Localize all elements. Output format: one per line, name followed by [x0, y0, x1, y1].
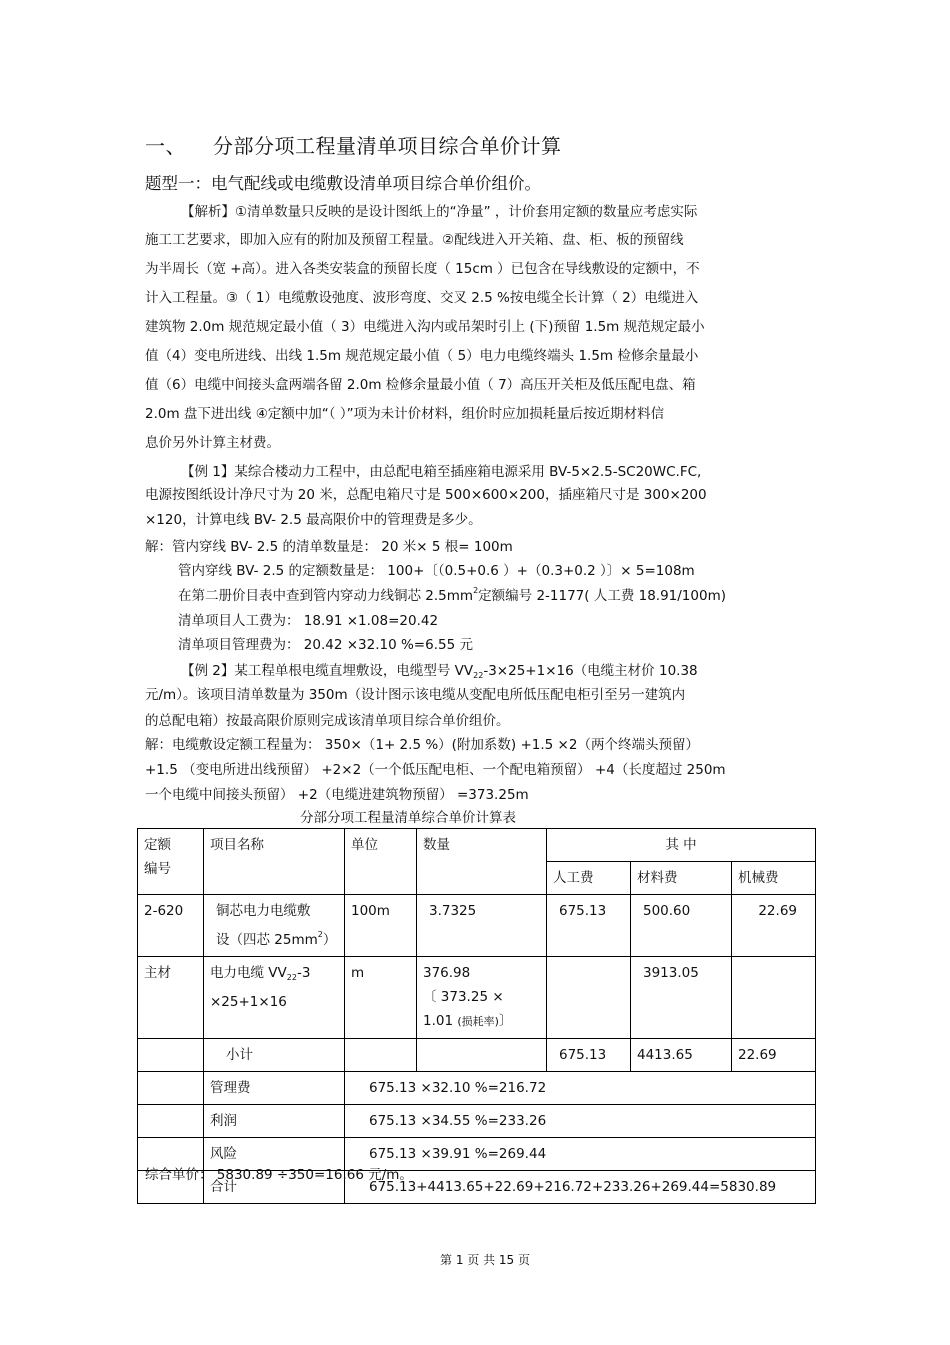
example1-solution: 在第二册价目表中查到管内穿动力线铜芯 $2.5mm^2$定额编号 2-1177( 人工费 18.91/100m)	[178, 586, 726, 604]
analysis-line: 为半周长（宽 +高）。进入各类安装盒的预留长度（ 15cm ）已包含在导线敷设的定额中，不	[145, 261, 700, 277]
cell-unit: m	[345, 957, 417, 1039]
fee-value: 675.13 ×32.10 %=216.72	[345, 1072, 816, 1105]
header-code: 定额 编号	[138, 829, 204, 895]
header-among: 其 中	[547, 829, 816, 862]
example1-solution: 清单项目管理费为： 20.42 ×32.10 %=6.55 元	[178, 637, 473, 653]
composite-unit-price: 综合单价： 5830.89 ÷350=16.66 元/m。	[145, 1167, 413, 1183]
header-qty: 数量	[417, 829, 547, 895]
header-machine: 机械费	[732, 862, 816, 895]
example2-line: 元/m）。该项目清单数量为 350m（设计图示该电缆从变配电所低压配电柜引至另一建筑内	[145, 687, 686, 703]
example2-line: 【例 2】某工程单根电缆直埋敷设，电缆型号 $VV_{22}-3\times 25+1\times 16$（电缆主材价 10.38	[181, 663, 698, 680]
table-caption: 分部分项工程量清单综合单价计算表	[300, 810, 516, 826]
subtotal-label: 小计	[204, 1039, 345, 1072]
cell-qty: 376.98 〔 373.25 × 1.01 (损耗率)〕	[417, 957, 547, 1039]
cell-machine: 22.69	[732, 895, 816, 957]
example1-line: 【例 1】某综合楼动力工程中，由总配电箱至插座箱电源采用 BV-5×2.5-SC20WC.FC,	[181, 464, 702, 480]
subtotal-labor: 675.13	[547, 1039, 631, 1072]
example1-solution: 解：管内穿线 BV- 2.5 的清单数量是： 20 米× 5 根= 100m	[145, 539, 513, 555]
analysis-line: 2.0m 盘下进出线 ④定额中加“（ ）”项为未计价材料，组价时应加损耗量后按近期材料信	[145, 406, 665, 422]
example2-line: 的总配电箱）按最高限价原则完成该清单项目综合单价组价。	[145, 713, 510, 729]
page-footer: 第 1 页 共 15 页	[440, 1253, 530, 1267]
fee-label: 利润	[204, 1105, 345, 1138]
analysis-line: 施工工艺要求，即加入应有的附加及预留工程量。②配线进入开关箱、盘、柜、板的预留线	[145, 232, 684, 248]
fee-label: 管理费	[204, 1072, 345, 1105]
cell-name: 电力电缆 $VV_{22}-3$ ×25+1×16	[204, 957, 345, 1039]
subtotal-row	[138, 1039, 816, 1072]
cell-code: 主材	[138, 957, 204, 1039]
example2-line: 一个电缆中间接头预留） +2（电缆进建筑物预留） =373.25m	[145, 787, 529, 803]
example1-line: ×120，计算电线 BV- 2.5 最高限价中的管理费是多少。	[145, 512, 482, 528]
table-header-row	[138, 829, 816, 862]
header-labor: 人工费	[547, 862, 631, 895]
total-label: 合计	[204, 1171, 345, 1204]
cell-material: 500.60	[631, 895, 732, 957]
section-title: 分部分项工程量清单项目综合单价计算	[213, 134, 562, 158]
analysis-line: 值（6）电缆中间接头盒两端各留 2.0m 检修余量最小值（ 7）高压开关柜及低压配电盘、箱	[145, 377, 696, 393]
subtotal-material: 4413.65	[631, 1039, 732, 1072]
cell-material: 3913.05	[631, 957, 732, 1039]
cell-qty: 3.7325	[417, 895, 547, 957]
header-name: 项目名称	[204, 829, 345, 895]
fee-value: 675.13 ×39.91 %=269.44	[345, 1138, 816, 1171]
total-value: 675.13+4413.65+22.69+216.72+233.26+269.44=5830.89	[345, 1171, 816, 1204]
analysis-line: 计入工程量。③（ 1）电缆敷设弛度、波形弯度、交叉 2.5 %按电缆全长计算（ 2）电缆进入	[145, 290, 699, 306]
example2-line: +1.5 （变电所进出线预留） +2×2（一个低压配电柜、一个配电箱预留） +4（长度超过 250m	[145, 762, 726, 778]
fee-value: 675.13 ×34.55 %=233.26	[345, 1105, 816, 1138]
example2-line: 解：电缆敷设定额工程量为： 350×（1+ 2.5 %）(附加系数) +1.5 ×2（两个终端头预留）	[145, 737, 699, 753]
cell-unit: 100m	[345, 895, 417, 957]
analysis-line: 值（4）变电所进线、出线 1.5m 规范规定最小值（ 5）电力电缆终端头 1.5m 检修余量最小	[145, 348, 699, 364]
fee-row	[138, 1105, 816, 1138]
table-row	[138, 895, 816, 957]
header-material: 材料费	[631, 862, 732, 895]
header-unit: 单位	[345, 829, 417, 895]
fee-label: 风险	[204, 1138, 345, 1171]
subheading: 题型一：电气配线或电缆敷设清单项目综合单价组价。	[145, 174, 541, 193]
cell-name: 铜芯电力电缆敷 设（四芯 $25mm^2$）	[204, 895, 345, 957]
analysis-line: 建筑物 2.0m 规范规定最小值（ 3）电缆进入沟内或吊架时引上 (下)预留 1.5m 规范规定最小	[145, 319, 705, 335]
cell-labor: 675.13	[547, 895, 631, 957]
analysis-line: 【解析】①清单数量只反映的是设计图纸上的“净量” ，计价套用定额的数量应考虑实际	[181, 204, 698, 220]
analysis-line: 息价另外计算主材费。	[145, 435, 280, 451]
example1-solution: 清单项目人工费为： 18.91 ×1.08=20.42	[178, 613, 439, 629]
unit-price-table	[137, 828, 816, 1204]
fee-row	[138, 1072, 816, 1105]
cell-labor	[547, 957, 631, 1039]
table-row	[138, 957, 816, 1039]
section-number: 一、	[145, 134, 186, 158]
example1-line: 电源按图纸设计净尺寸为 20 米，总配电箱尺寸是 500×600×200，插座箱尺寸是 300×200	[145, 487, 707, 503]
cell-code: 2-620	[138, 895, 204, 957]
subtotal-machine: 22.69	[732, 1039, 816, 1072]
example1-solution: 管内穿线 BV- 2.5 的定额数量是： 100+〔（0.5+0.6 ）+（0.3+0.2 ）〕× 5=108m	[178, 563, 695, 579]
cell-machine	[732, 957, 816, 1039]
